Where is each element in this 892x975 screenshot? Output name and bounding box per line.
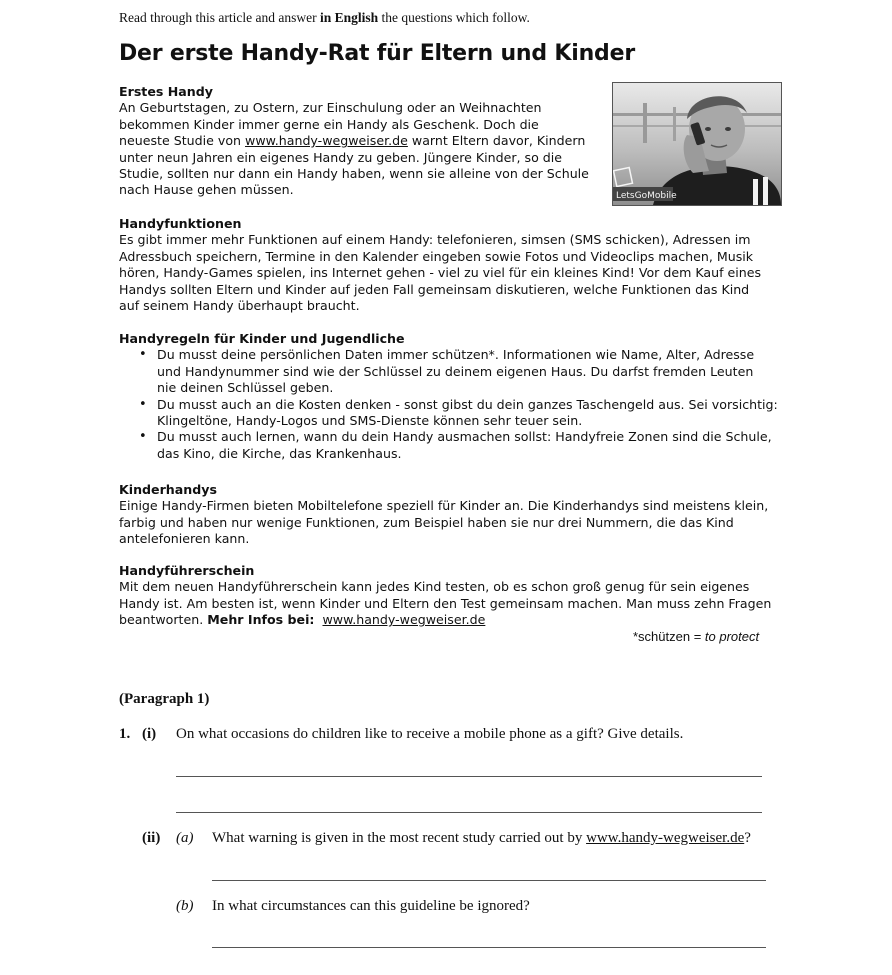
section-body xyxy=(119,579,799,628)
text-line: Mit dem neuen Handyführerschein kann jedes Kind testen, ob es schon groß genug für sein eigenes xyxy=(119,579,750,595)
text-line: antelefonieren kann. xyxy=(119,531,250,547)
text-line: Studie, sollten nur dann ein Handy haben, wenn sie alleine von der Schule xyxy=(119,166,589,182)
instructions-text-end: the questions which follow. xyxy=(381,10,530,25)
answer-line[interactable] xyxy=(176,812,762,813)
subquestion-label: (a) xyxy=(176,830,194,846)
section-heading: Handyfunktionen xyxy=(119,216,242,231)
list-item xyxy=(157,429,799,462)
instructions-emphasis: in English xyxy=(319,10,379,25)
question-mark: ? xyxy=(744,830,751,846)
instructions xyxy=(119,10,530,26)
text-line: An Geburtstagen, zu Ostern, zur Einschulung oder an Weihnachten xyxy=(119,100,542,116)
question-text xyxy=(212,829,751,847)
paragraph-label: (Paragraph 1) xyxy=(119,691,210,707)
section-heading: Handyregeln für Kinder und Jugendliche xyxy=(119,331,405,346)
text-line: Einige Handy-Firmen bieten Mobiltelefone speziell für Kinder an. Die Kinderhandys sind meistens klein, xyxy=(119,498,769,514)
text-line: Klingeltöne, Handy-Logos und SMS-Dienste können sehr teuer sein. xyxy=(157,413,583,429)
rules-list xyxy=(119,347,799,462)
subquestion-label: (b) xyxy=(176,898,194,914)
answer-line[interactable] xyxy=(176,776,762,777)
footnote-translation: to protect xyxy=(704,629,760,644)
website-link[interactable]: www.handy-wegweiser.de xyxy=(586,830,745,846)
text-line: neueste Studie von xyxy=(119,133,246,149)
article-title: Der erste Handy-Rat für Eltern und Kinder xyxy=(119,41,635,66)
text-line: Handys sollten Eltern und Kinder auf jeden Fall gemeinsam diskutieren, welche Funktionen das Kind xyxy=(119,281,750,297)
question-text-part: What warning is given in the most recent study carried out by xyxy=(212,830,587,846)
text-line: farbig und haben nur wenige Funktionen, zum Beispiel haben sie nur drei Nummern, die das Kind xyxy=(119,514,734,530)
instructions-text: Read through this article and answer xyxy=(119,10,317,25)
text-line: unter neun Jahren ein eigenes Handy zu geben. Jüngere Kinder, so die xyxy=(119,149,563,165)
text-line: das Kino, die Kirche, das Krankenhaus. xyxy=(157,445,402,461)
section-kinderhandys xyxy=(119,482,799,548)
text-line: bekommen Kinder immer gerne ein Handy als Geschenk. Doch die xyxy=(119,116,539,132)
section-heading: Erstes Handy xyxy=(119,84,213,99)
boy-with-phone-photo xyxy=(612,82,782,206)
section-heading: Kinderhandys xyxy=(119,482,217,497)
website-link[interactable]: www.handy-wegweiser.de xyxy=(245,133,408,149)
text-line: nie deinen Schlüssel geben. xyxy=(157,380,334,396)
section-handyregeln xyxy=(119,331,799,462)
section-handyfunktionen xyxy=(119,216,799,314)
section-handyfuehrerschein xyxy=(119,563,799,629)
text-line: Du musst auch lernen, wann du dein Handy ausmachen sollst: Handyfreie Zonen sind die Schule, xyxy=(157,429,772,445)
text-line: hören, Handy-Games spielen, ins Internet gehen - viel zu viel für ein kleines Kind! Vor dem Kauf eines xyxy=(119,265,762,281)
text-line: auf seinem Handy überhaupt braucht. xyxy=(119,298,360,314)
photo-watermark: LetsGoMobile xyxy=(616,191,677,201)
website-link[interactable]: www.handy-wegweiser.de xyxy=(322,612,486,628)
section-body xyxy=(119,232,799,314)
more-info-label: Mehr Infos bei: xyxy=(207,612,315,628)
footnote-term: *schützen = xyxy=(633,629,705,644)
photo-graphic xyxy=(613,83,781,205)
text-line: Du musst deine persönlichen Daten immer schützen*. Informationen wie Name, Alter, Adresse xyxy=(157,347,755,363)
question-part-label: (i) xyxy=(142,726,157,742)
question-number: 1. xyxy=(119,726,131,742)
question-text: On what occasions do children like to receive a mobile phone as a gift? Give details. xyxy=(176,726,684,742)
question-part-label: (ii) xyxy=(142,830,161,846)
section-body xyxy=(119,100,609,198)
text-line: und Handynummer sind wie der Schlüssel zu deinem eigenen Haus. Du darfst fremden Leuten xyxy=(157,363,754,379)
text-line: Du musst auch an die Kosten denken - sonst gibst du dein ganzes Taschengeld aus. Sei vorsichtig: xyxy=(157,396,778,412)
text-line: nach Hause gehen müssen. xyxy=(119,182,294,198)
text-line: warnt Eltern davor, Kindern xyxy=(407,133,586,149)
text-line: Adressbuch speichern, Termine in den Kalender eingeben sowie Fotos und Videoclips machen, Musik xyxy=(119,248,754,264)
text-line: Es gibt immer mehr Funktionen auf einem Handy: telefonieren, simsen (SMS schicken), Adressen im xyxy=(119,232,751,248)
section-erstes-handy xyxy=(119,84,609,199)
section-body xyxy=(119,498,799,547)
section-heading: Handyführerschein xyxy=(119,563,255,578)
text-line: beantworten. xyxy=(119,612,208,628)
answer-line[interactable] xyxy=(212,947,766,948)
question-text: In what circumstances can this guideline be ignored? xyxy=(212,898,530,914)
footnote xyxy=(633,629,759,644)
answer-line[interactable] xyxy=(212,880,766,881)
text-line: Handy ist. Am besten ist, wenn Kinder und Eltern den Test gemeinsam machen. Man muss zehn Fragen xyxy=(119,595,772,611)
list-item xyxy=(157,347,799,396)
list-item xyxy=(157,397,799,430)
